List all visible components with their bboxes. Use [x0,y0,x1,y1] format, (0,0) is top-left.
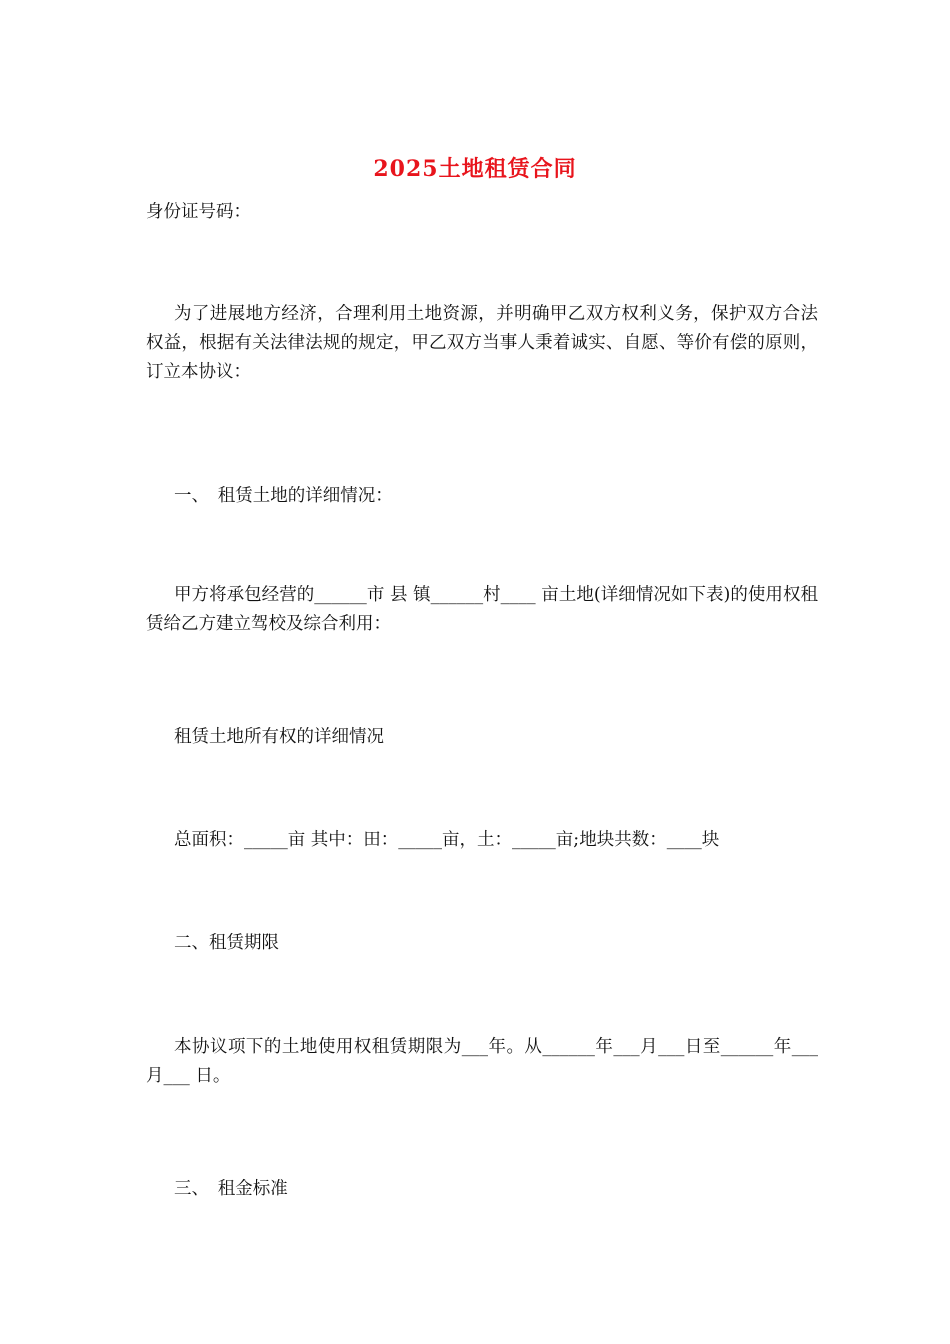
section-2-heading: 二、租赁期限 [174,933,279,953]
area-line: 总面积：_____亩 其中：田：_____亩，土：_____亩;地块共数：____块 [174,830,720,850]
section-1-body: 甲方将承包经营的______市 县 镇______村____ 亩土地(详细情况如下表)的使用权租赁给乙方建立驾校及综合利用： [146,585,818,634]
document-title: 2025土地租赁合同 [373,156,577,182]
section-3-heading: 三、 租金标准 [174,1179,288,1199]
id-number-label: 身份证号码： [146,202,251,222]
section-2-body: 本协议项下的土地使用权租赁期限为___年。从______年___月___日至______年___月___ 日。 [146,1037,818,1086]
section-1-heading: 一、 租赁土地的详细情况： [174,486,393,506]
ownership-label: 租赁土地所有权的详细情况 [174,727,384,747]
intro-paragraph: 为了进展地方经济，合理利用土地资源，并明确甲乙双方权利义务，保护双方合法权益，根据有关法律法规的规定，甲乙双方当事人秉着诚实、自愿、等价有偿的原则，订立本协议： [146,304,818,382]
